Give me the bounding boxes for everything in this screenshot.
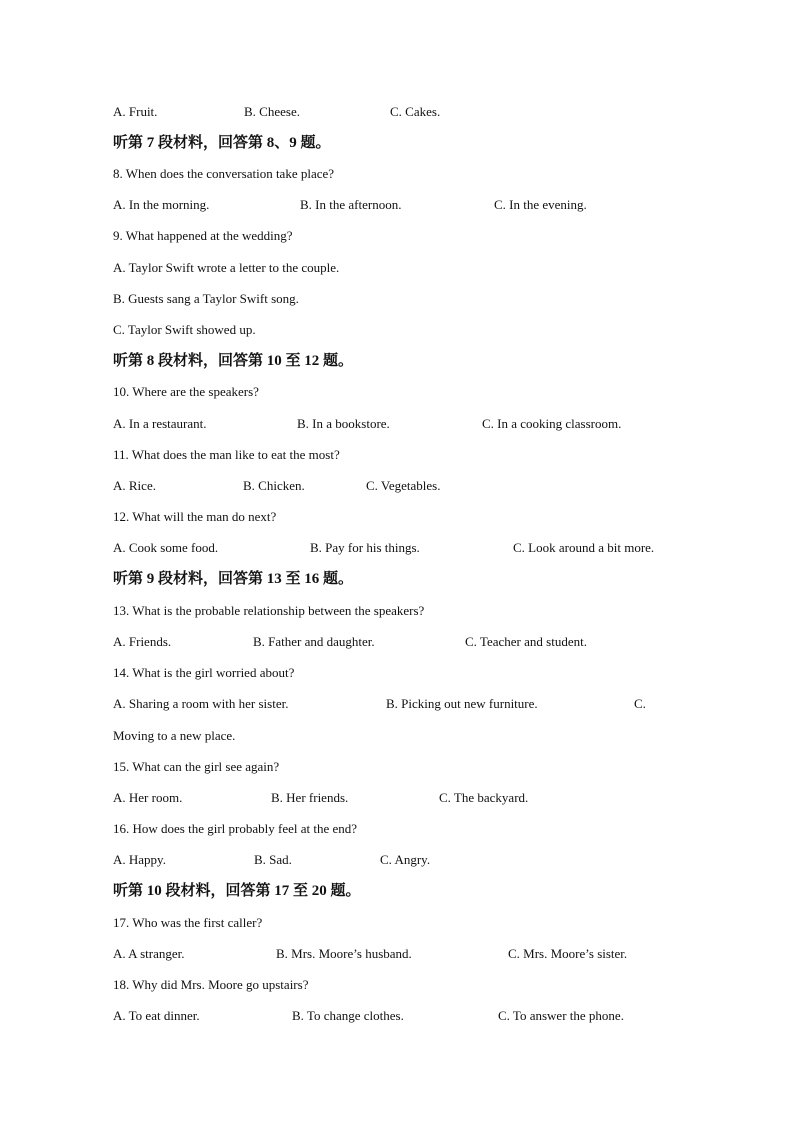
question-12: 12. What will the man do next? — [113, 509, 277, 524]
q16-option-a: A. Happy. — [113, 852, 166, 867]
q9-option-c: C. Taylor Swift showed up. — [113, 322, 256, 337]
question-18: 18. Why did Mrs. Moore go upstairs? — [113, 977, 309, 992]
section-heading-7: 听第 7 段材料，回答第 8、9 题。 — [113, 135, 331, 151]
q12-option-c: C. Look around a bit more. — [513, 540, 655, 555]
q8-option-c: C. In the evening. — [494, 197, 587, 212]
q14-option-c-text: Moving to a new place. — [113, 728, 236, 743]
question-16: 16. How does the girl probably feel at the end? — [113, 821, 358, 836]
question-9: 9. What happened at the wedding? — [113, 228, 293, 243]
q13-option-c: C. Teacher and student. — [465, 634, 587, 649]
q13-option-b: B. Father and daughter. — [253, 634, 375, 649]
question-13: 13. What is the probable relationship between the speakers? — [113, 603, 425, 618]
section-heading-8: 听第 8 段材料，回答第 10 至 12 题。 — [113, 353, 354, 369]
q18-option-b: B. To change clothes. — [292, 1008, 404, 1023]
section-heading-10: 听第 10 段材料，回答第 17 至 20 题。 — [113, 883, 361, 899]
q13-option-a: A. Friends. — [113, 634, 172, 649]
q15-option-a: A. Her room. — [113, 790, 183, 805]
q14-option-b: B. Picking out new furniture. — [386, 696, 538, 711]
q15-option-b: B. Her friends. — [271, 790, 349, 805]
option-b: B. Cheese. — [244, 104, 300, 119]
question-14: 14. What is the girl worried about? — [113, 665, 295, 680]
q17-option-c: C. Mrs. Moore’s sister. — [508, 946, 628, 961]
q16-option-c: C. Angry. — [380, 852, 431, 867]
q16-option-b: B. Sad. — [254, 852, 292, 867]
question-8: 8. When does the conversation take place? — [113, 166, 335, 181]
question-17: 17. Who was the first caller? — [113, 915, 263, 930]
q9-option-b: B. Guests sang a Taylor Swift song. — [113, 291, 299, 306]
section-heading-9: 听第 9 段材料，回答第 13 至 16 题。 — [113, 571, 354, 587]
q14-option-a: A. Sharing a room with her sister. — [113, 696, 289, 711]
q12-option-a: A. Cook some food. — [113, 540, 219, 555]
q14-option-c-label: C. — [634, 696, 646, 711]
question-10: 10. Where are the speakers? — [113, 384, 259, 399]
q8-option-a: A. In the morning. — [113, 197, 210, 212]
q12-option-b: B. Pay for his things. — [310, 540, 420, 555]
q11-option-b: B. Chicken. — [243, 478, 305, 493]
question-11: 11. What does the man like to eat the most? — [113, 447, 340, 462]
q17-option-b: B. Mrs. Moore’s husband. — [276, 946, 412, 961]
q10-option-b: B. In a bookstore. — [297, 416, 390, 431]
q18-option-a: A. To eat dinner. — [113, 1008, 200, 1023]
q9-option-a: A. Taylor Swift wrote a letter to the couple. — [113, 260, 340, 275]
q11-option-c: C. Vegetables. — [366, 478, 441, 493]
q10-option-c: C. In a cooking classroom. — [482, 416, 622, 431]
q15-option-c: C. The backyard. — [439, 790, 529, 805]
q8-option-b: B. In the afternoon. — [300, 197, 402, 212]
q18-option-c: C. To answer the phone. — [498, 1008, 624, 1023]
option-c: C. Cakes. — [390, 104, 441, 119]
option-a: A. Fruit. — [113, 104, 158, 119]
question-15: 15. What can the girl see again? — [113, 759, 280, 774]
q17-option-a: A. A stranger. — [113, 946, 185, 961]
q11-option-a: A. Rice. — [113, 478, 156, 493]
q10-option-a: A. In a restaurant. — [113, 416, 207, 431]
